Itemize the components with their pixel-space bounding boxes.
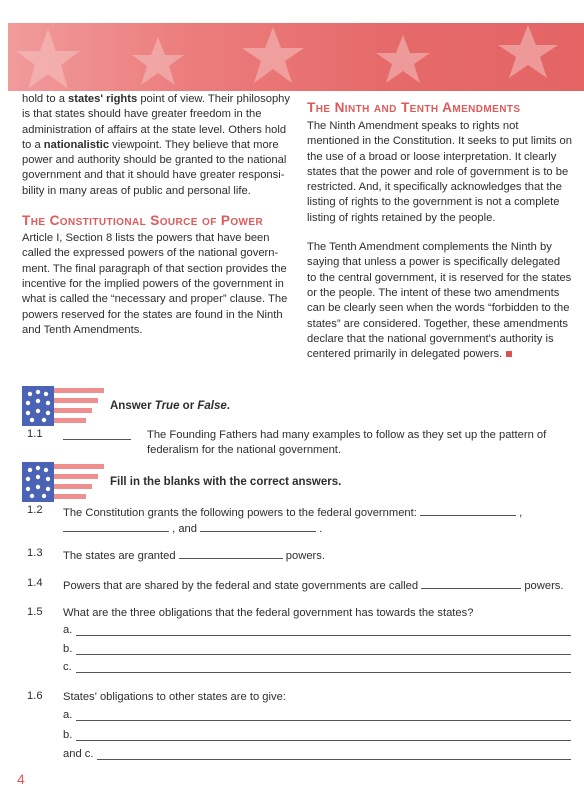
constitutional-source-paragraph: Article I, Section 8 lists the powers that have been called the expressed powers of the national government. The final paragraph of that section provides the incentive for the implied powers of the government in what is called the “necessary and proper” clause. The powers reserved for the states are found in the Ninth and Tenth Amendments. [22,232,288,336]
tenth-amendment-paragraph: The Tenth Amendment complements the Ninth by saying that unless a power is specifically delegated to the central government, it is reserved for the states or the people. The intent of these two amendments can be clearly seen when the words “forbidden to the states” are considered. Together, these amendments declare that the national government's authority is centered primarily in delegated powers. [307,241,572,361]
amendments-heading: The Ninth and Tenth Amendments [307,100,521,115]
intro-paragraph: hold to a states' rights point of view. Their philosophy is that states should have greater freedom in the administration of affairs at the state level. Others hold to a nationalistic viewpoint. They believe that more power and authority should be granted to the national government and that it should have greater responsibility in many areas of public and personal life. [22,93,290,197]
question-text: The Founding Fathers had many examples to follow as they set up the pattern of federalism for the national government. [147,429,547,457]
instruction-fill-blanks [22,462,341,502]
header-banner [8,23,584,91]
answer-line-1-6c[interactable]: and c. [63,748,571,760]
question-1-4: Powers that are shared by the federal and state governments are called powers. [63,577,578,594]
ninth-amendment-paragraph: The Ninth Amendment speaks to rights not mentioned in the Constitution. It seeks to put limits on the use of a broad or loose interpretation. It clearly states that the power and role of government is to be restricted. And, it specifically acknowledges that the listing of rights to the government is not a complete listing of rights retained by the people. [307,120,572,224]
answer-blank-1-1[interactable] [63,428,131,440]
question-number: 1.6 [27,690,43,702]
answer-line-1-5a[interactable]: a. [63,624,571,636]
question-1-3: The states are granted powers. [63,547,463,564]
star-pattern [8,23,584,91]
answer-line-1-5b[interactable]: b. [63,643,571,655]
answer-blank-1-4[interactable] [421,577,521,589]
question-number: 1.4 [27,577,43,589]
page-number: 4 [17,771,25,787]
question-number: 1.1 [27,428,43,440]
instruction-true-false [22,386,230,426]
right-column [307,92,572,376]
answer-blank-1-2a[interactable] [420,504,516,516]
answer-line-1-5c[interactable]: c. [63,661,571,673]
constitutional-source-heading: The Constitutional Source of Power [22,213,264,229]
question-1-2: The Constitution grants the following powers to the federal government: , [63,504,578,521]
question-text: What are the three obligations that the federal government has towards the states? [63,607,474,619]
answer-blank-1-2b[interactable] [63,520,169,532]
end-mark-icon [506,351,512,357]
question-1-2-continued: , and . [63,520,363,537]
question-text: States' obligations to other states are to give: [63,691,286,703]
answer-line-1-6a[interactable]: a. [63,709,571,721]
flag-icon [22,462,104,502]
question-number: 1.3 [27,547,43,559]
left-column [22,92,290,352]
answer-line-1-6b[interactable]: b. [63,729,571,741]
answer-blank-1-2c[interactable] [200,520,316,532]
instruction-text: Answer True or False. [110,400,230,412]
flag-icon [22,386,104,426]
answer-blank-1-3[interactable] [179,547,283,559]
question-number: 1.2 [27,504,43,516]
question-number: 1.5 [27,606,43,618]
instruction-text: Fill in the blanks with the correct answers. [110,476,342,488]
